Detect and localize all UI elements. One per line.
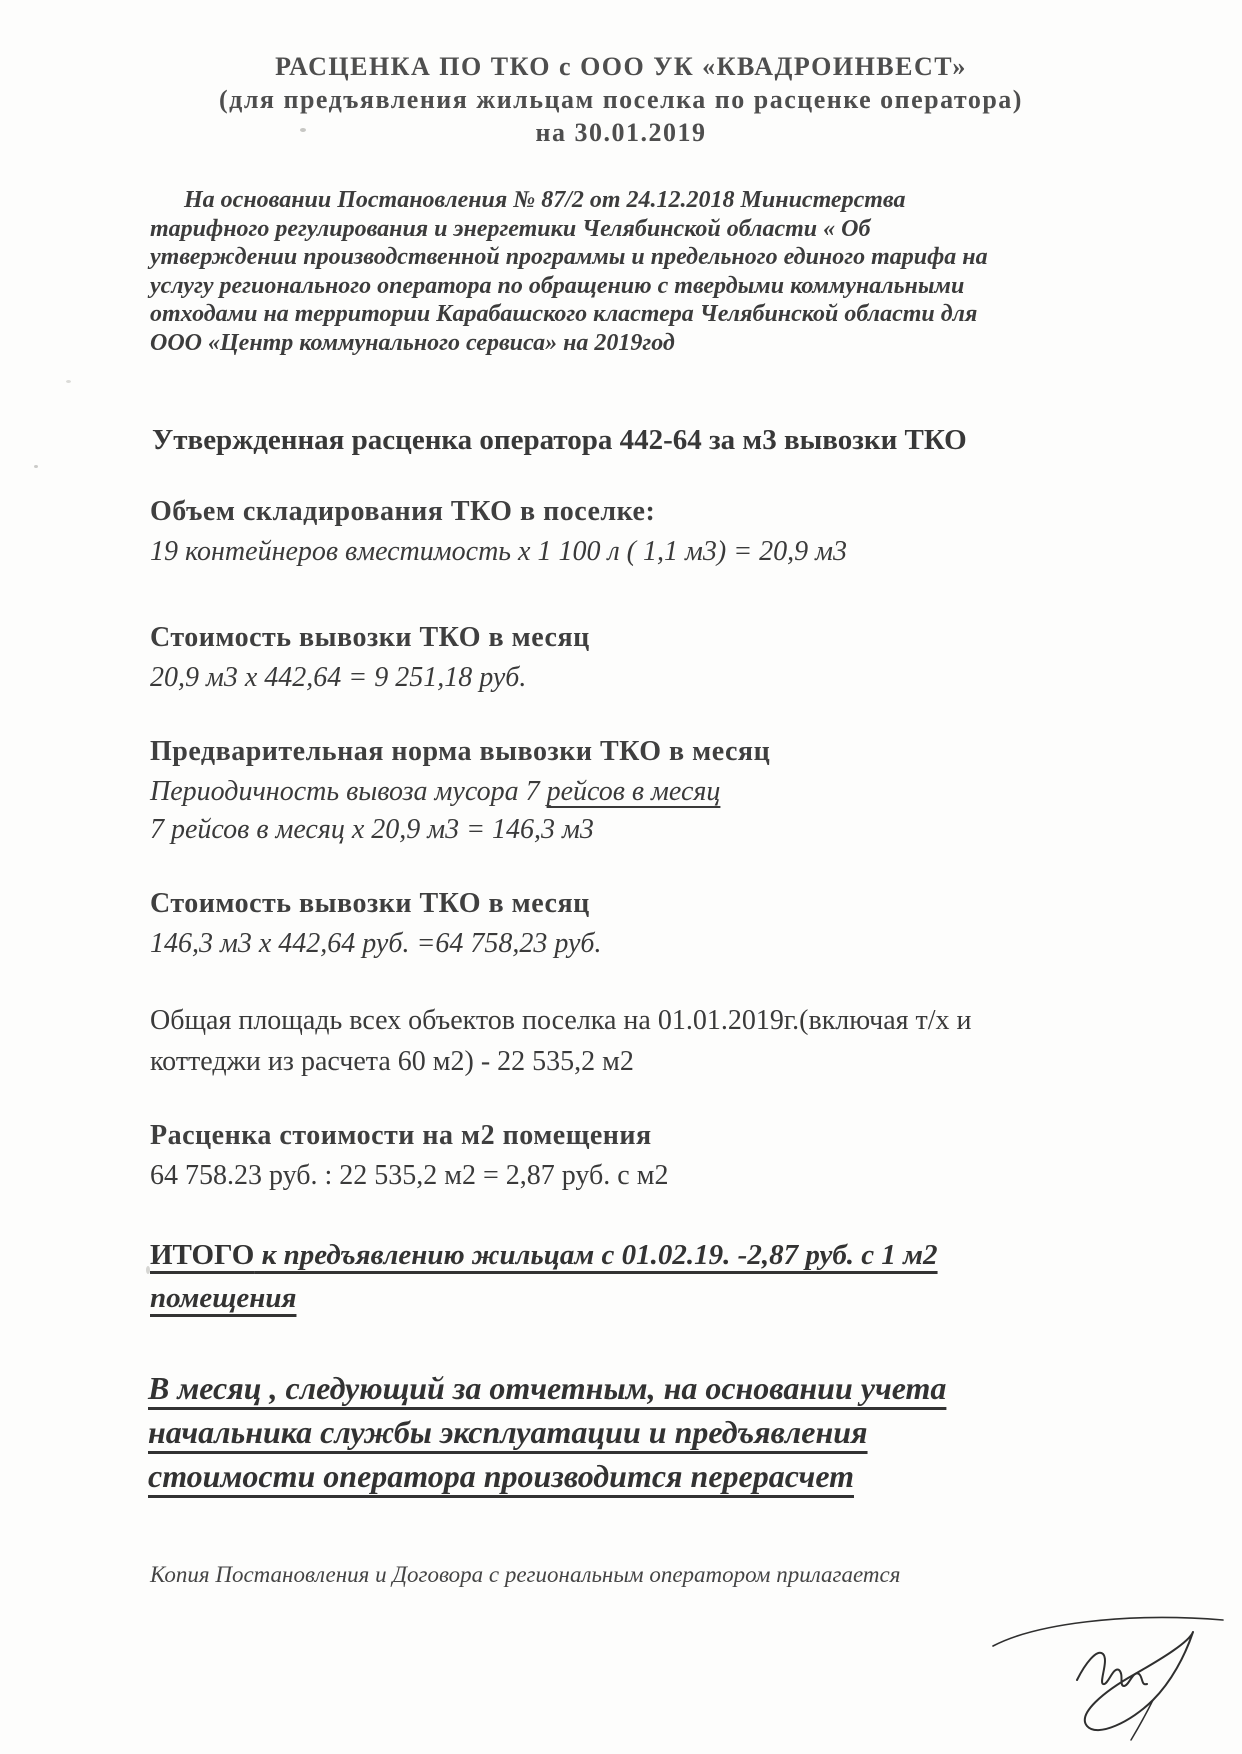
section-removal-norm-periodicity: [150, 776, 1090, 808]
section-removal-cost2-heading: Стоимость вывозки ТКО в месяц: [150, 888, 590, 919]
scan-artifact: [300, 128, 306, 132]
total-area-paragraph: Общая площадь всех объектов поселка на 01.01.2019г.(включая т/х и коттеджи из расчета 60 м2) - 22 535,2 м2: [150, 1005, 972, 1077]
preamble-paragraph: На основании Постановления № 87/2 от 24.12.2018 Министерства тарифного регулирования и энергетики Челябинской области « Об утверждении производственной программы и предельного единого тарифа на услугу регионального оператора по обращению с твердыми коммунальными отходами на территории Карабашского кластера Челябинской области для ООО «Центр коммунального сервиса» на 2019год: [150, 187, 988, 356]
signature-image: [985, 1608, 1235, 1748]
section-removal-cost-formula: 20,9 м3 х 442,64 = 9 251,18 руб.: [150, 662, 527, 693]
signature-icon: [985, 1608, 1235, 1748]
rate-per-m2-formula: 64 758.23 руб. : 22 535,2 м2 = 2,87 руб. с м2: [150, 1160, 669, 1191]
recalculation-note: В месяц , следующий за отчетным, на основании учета начальника службы эксплуатации и предъявления стоимости оператора производится перерасчет: [148, 1370, 947, 1494]
rate-per-m2-heading: Расценка стоимости на м2 помещения: [150, 1120, 652, 1151]
document-title-date: на 30.01.2019: [535, 118, 707, 147]
attachment-note: Копия Постановления и Договора с региональным оператором прилагается: [150, 1562, 901, 1587]
section-removal-cost2-formula: 146,3 м3 х 442,64 руб. =64 758,23 руб.: [150, 928, 602, 959]
document-title-line1: РАСЦЕНКА ПО ТКО с ООО УК «КВАДРОИНВЕСТ»: [275, 52, 967, 81]
document-title-line2: (для предъявления жильцам поселка по расценке оператора): [219, 85, 1023, 114]
section-removal-norm-formula: 7 рейсов в месяц х 20,9 м3 = 146,3 м3: [150, 814, 594, 845]
scan-artifact: [146, 1266, 150, 1274]
section-removal-norm-heading: Предварительная норма вывозки ТКО в месяц: [150, 736, 771, 767]
approved-rate-line: Утвержденная расценка оператора 442-64 за м3 вывозки ТКО: [152, 424, 967, 456]
periodicity-underlined-text: рейсов в месяц: [546, 776, 721, 807]
section-storage-volume-heading: Объем складирования ТКО в поселке:: [150, 496, 656, 527]
scan-artifact: [66, 380, 71, 383]
itogo-statement: [150, 1234, 1040, 1320]
periodicity-prefix-text: Периодичность вывоза мусора 7: [150, 776, 547, 807]
itogo-label: ИТОГО: [150, 1239, 255, 1271]
scan-artifact: [34, 465, 38, 468]
document-title-block: [0, 50, 1242, 149]
itogo-text: к предъявлению жильцам с 01.02.19. -2,87 руб. с 1 м2 помещения: [150, 1239, 938, 1314]
section-storage-volume-formula: 19 контейнеров вместимость х 1 100 л ( 1,1 м3) = 20,9 м3: [150, 536, 847, 567]
section-removal-cost-heading: Стоимость вывозки ТКО в месяц: [150, 622, 590, 653]
